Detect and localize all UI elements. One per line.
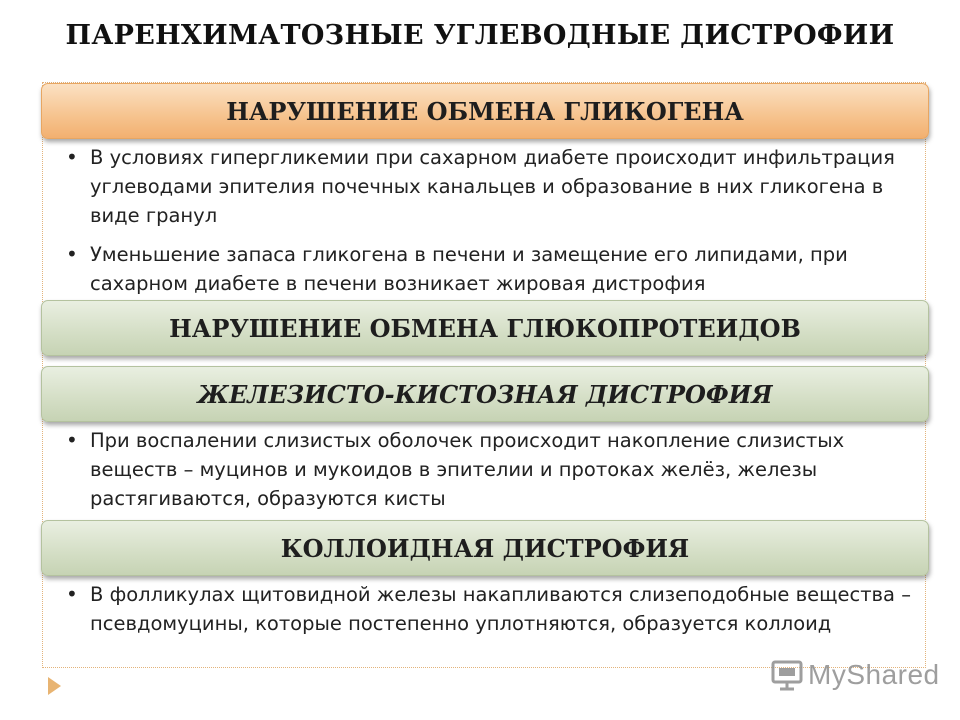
section-heading-glycoproteins: НАРУШЕНИЕ ОБМЕНА ГЛЮКОПРОТЕИДОВ <box>41 300 929 356</box>
page-title: ПАРЕНХИМАТОЗНЫЕ УГЛЕВОДНЫЕ ДИСТРОФИИ <box>65 20 895 51</box>
next-arrow-icon[interactable] <box>48 677 61 695</box>
section-heading-glandular-cystic: ЖЕЛЕЗИСТО-КИСТОЗНАЯ ДИСТРОФИЯ <box>41 366 929 422</box>
section-list-glycogen <box>66 143 916 308</box>
section-heading-glycogen: НАРУШЕНИЕ ОБМЕНА ГЛИКОГЕНА <box>41 83 929 139</box>
list-item: • В условиях гипергликемии при сахарном диабете происходит инфильтрация углеводами эпителия почечных канальцев и образование в них гликогена в виде гранул <box>66 143 916 230</box>
section-list-glandular-cystic <box>66 426 916 523</box>
section-heading-colloid: КОЛЛОИДНАЯ ДИСТРОФИЯ <box>41 520 929 576</box>
section-list-colloid <box>66 580 916 648</box>
list-item: • Уменьшение запаса гликогена в печени и замещение его липидами, при сахарном диабете в печени возникает жировая дистрофия <box>66 240 916 298</box>
watermark <box>770 655 940 695</box>
list-item: • В фолликулах щитовидной железы накапливаются слизеподобные вещества – псевдомуцины, которые постепенно уплотняются, образуется коллоид <box>66 580 916 638</box>
presentation-board-icon <box>770 658 804 692</box>
list-item: • При воспалении слизистых оболочек происходит накопление слизистых веществ – муцинов и мукоидов в эпителии и протоках желёз, железы растягиваются, образуются кисты <box>66 426 916 513</box>
watermark-text: MyShared <box>808 659 940 690</box>
